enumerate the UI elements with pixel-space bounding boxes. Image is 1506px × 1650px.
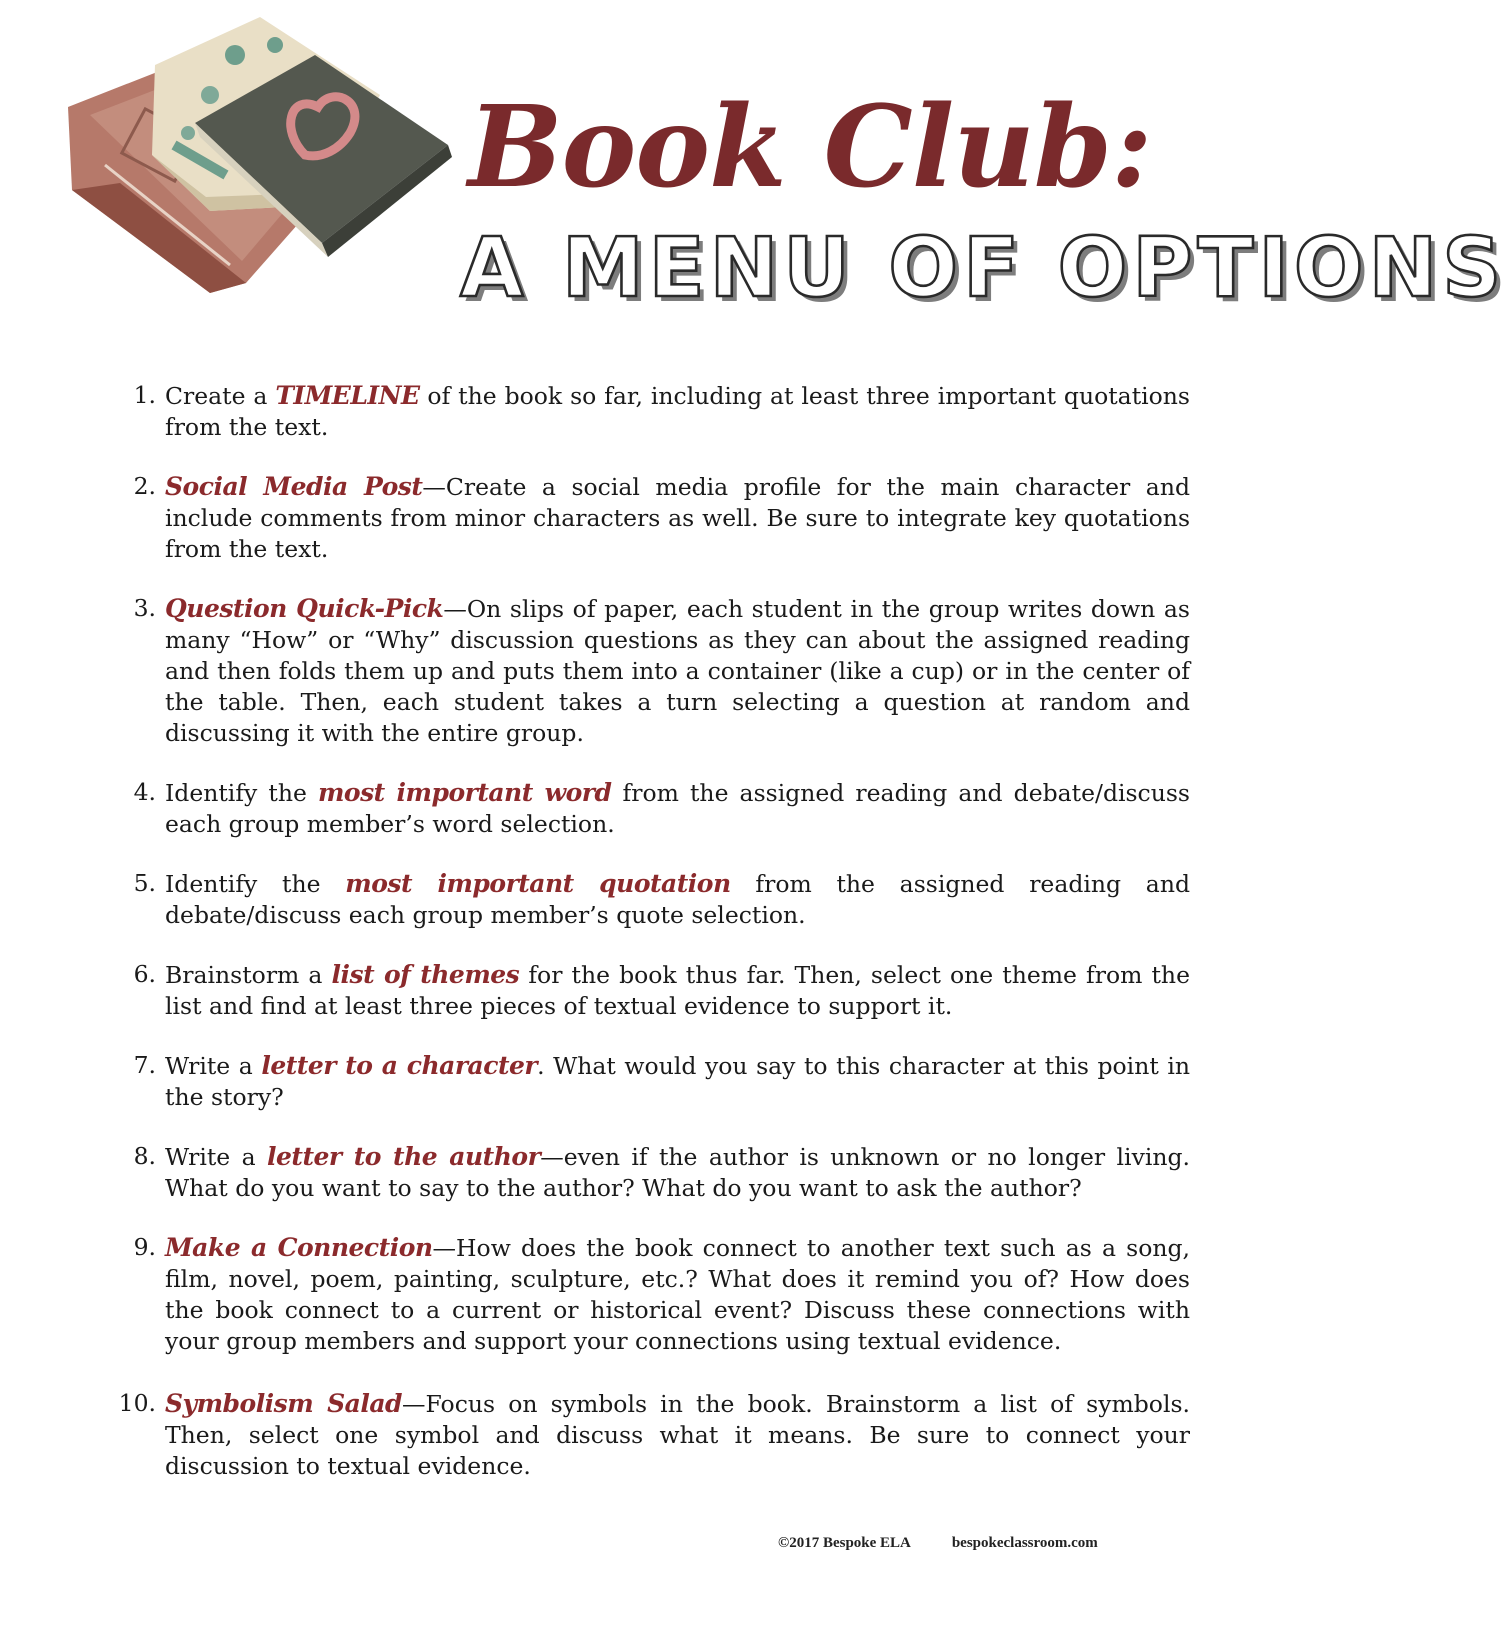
item-text-after: from the assigned reading and debate/discuss each group member’s quote selection. [165,870,1190,929]
item-number: 10. [118,1389,156,1417]
list-item [113,777,1190,840]
list-item [113,1232,1190,1357]
item-text-after: —Focus on symbols in the book. Brainstorm a list of symbols. Then, select one symbol and discuss what it means. Be sure to connect your discussion to textual evidence. [165,1390,1190,1480]
item-text [165,380,1190,443]
item-highlight: Symbolism Salad [165,1389,403,1418]
item-highlight: Question Quick-Pick [165,594,444,623]
item-highlight: most important quotation [345,869,731,898]
item-text-after: —even if the author is unknown or no longer living. What do you want to say to the author? What do you want to ask the author? [165,1143,1191,1202]
item-text-before: Write a [165,1052,262,1080]
list-item [113,593,1190,749]
item-text-after: of the book so far, including at least three important quotations from the text. [165,382,1190,441]
item-highlight: Social Media Post [165,472,423,501]
item-text-before: Write a [165,1143,267,1171]
item-highlight: list of themes [331,960,520,989]
list-item [113,1388,1190,1482]
item-number: 3. [133,594,156,622]
item-number: 7. [133,1051,156,1079]
item-number: 4. [133,778,156,806]
page-subtitle: A MENU OF OPTIONS [460,221,1506,316]
item-number: 9. [133,1233,156,1261]
item-text-after: for the book thus far. Then, select one theme from the list and find at least three pieces of textual evidence to support it. [165,961,1190,1020]
website-text: bespokeclassroom.com [951,1535,1098,1551]
list-item [113,959,1190,1022]
item-number: 1. [133,381,156,409]
item-number: 2. [133,472,156,500]
options-list [113,380,1190,1482]
item-text-after: —On slips of paper, each student in the group writes down as many “How” or “Why” discussion questions as they can about the assigned reading and then folds them up and puts them into a container (like a cup) or in the center of the table. Then, each student takes a turn selecting a question at random and discussing it with the entire group. [165,595,1190,747]
item-text-before: Identify the [165,779,318,807]
item-number: 8. [133,1142,156,1170]
list-item [113,380,1190,443]
item-highlight: letter to a character [261,1051,538,1080]
item-text [165,471,1190,565]
list-item [113,868,1190,931]
item-text-before: Create a [165,382,276,410]
list-item [113,1050,1190,1113]
list-item [113,471,1190,565]
list-item [113,1141,1190,1204]
item-text-after: from the assigned reading and debate/discuss each group member’s word selection. [165,779,1190,838]
item-highlight: letter to the author [267,1142,541,1171]
item-number: 6. [133,960,156,988]
item-number: 5. [133,869,156,897]
footer [778,1535,1098,1552]
item-text [165,593,1190,749]
item-text [165,1141,1190,1204]
item-text [165,959,1190,1022]
item-text-after: —How does the book connect to another text such as a song, film, novel, poem, painting, sculpture, etc.? What does it remind you of? How does the book connect to a current or historical event? Discuss these connections with your group members and support your connections using textual evidence. [165,1234,1190,1355]
page-title-script: Book Club: [468,82,1152,213]
item-highlight: TIMELINE [275,381,420,410]
item-text [165,1388,1190,1482]
item-text-before: Brainstorm a [165,961,332,989]
item-text [165,777,1190,840]
copyright-text: ©2017 Bespoke ELA [778,1535,911,1551]
item-text-after: —Create a social media profile for the main character and include comments from minor characters as well. Be sure to integrate key quotations from the text. [165,473,1190,563]
item-text [165,1050,1190,1113]
item-text [165,1232,1190,1357]
item-text-before: Identify the [165,870,346,898]
item-highlight: most important word [317,778,612,807]
item-text [165,868,1190,931]
item-highlight: Make a Connection [165,1233,433,1262]
book-stack-illustration [60,15,460,305]
item-text-after: . What would you say to this character at this point in the story? [165,1052,1190,1111]
